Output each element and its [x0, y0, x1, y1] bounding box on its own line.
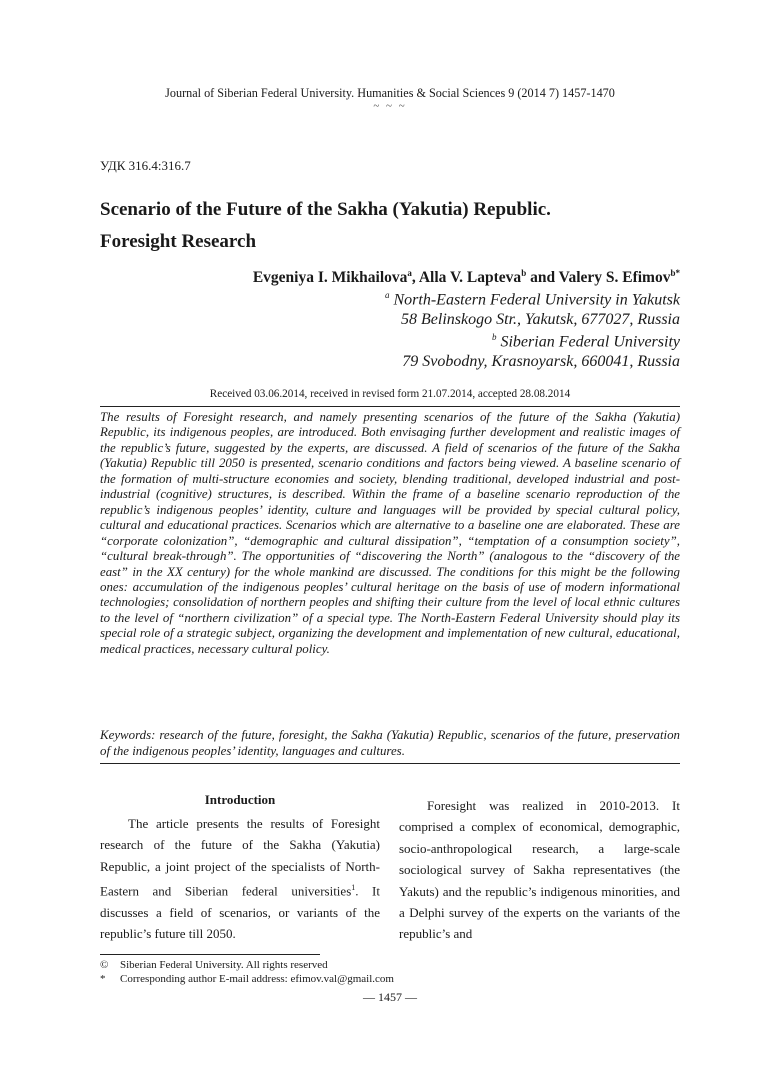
author-name: Evgeniya I. Mikhailova	[252, 269, 408, 287]
title-line-1: Scenario of the Future of the Sakha (Yakutia) Republic.	[100, 199, 551, 220]
author-name: Valery S. Efimov	[558, 269, 671, 287]
page-number: — 1457 —	[363, 990, 417, 1004]
footnote-corresponding	[100, 972, 394, 986]
author-sup: b*	[670, 268, 680, 278]
left-column	[100, 790, 380, 945]
intro-paragraph	[100, 813, 380, 945]
footnote-text: Siberian Federal University. All rights reserved	[120, 959, 328, 971]
intro-paragraph-text-end: . It discusses a field of scenarios, or variants of the republic’s future till 2050.	[100, 883, 380, 942]
affiliation-text: 58 Belinskogo Str., Yakutsk, 677027, Russia	[401, 311, 680, 328]
footnote-copyright	[100, 958, 328, 972]
affiliation-text: Siberian Federal University	[500, 333, 680, 351]
affiliation-sup: a	[385, 290, 390, 300]
author-separator: and	[526, 269, 559, 287]
keywords-text: Keywords: research of the future, foresight, the Sakha (Yakutia) Republic, scenarios of the future, preservation of the indigenous peoples’ identity, languages and cultures.	[100, 728, 680, 758]
footnote-mark: ©	[100, 959, 109, 971]
affiliation-sup: b	[491, 332, 497, 342]
affiliation-line	[385, 290, 680, 309]
footnote-mark: *	[100, 973, 106, 985]
title-line-2: Foresight Research	[100, 231, 257, 252]
affiliation-text: 79 Svobodny, Krasnoyarsk, 660041, Russia	[402, 353, 680, 370]
affiliation-text: North-Eastern Federal University in Yakutsk	[393, 291, 680, 309]
abstract-top-rule	[100, 406, 680, 407]
right-column	[399, 795, 680, 945]
author-sup: b	[521, 268, 527, 278]
author-list	[253, 268, 680, 287]
journal-header: Journal of Siberian Federal University. Humanities & Social Sciences 9 (2014 7) 1457-1470	[165, 86, 615, 100]
section-heading: Introduction	[204, 792, 276, 807]
footnote-text: Corresponding author E-mail address: efimov.val@gmail.com	[120, 973, 394, 985]
received-dates: Received 03.06.2014, received in revised form 21.07.2014, accepted 28.08.2014	[209, 388, 571, 400]
header-ornament: ~ ~ ~	[373, 100, 407, 112]
article-title	[100, 194, 700, 258]
affiliation-line	[402, 353, 680, 371]
affiliation-line	[401, 311, 680, 329]
author-name: Alla V. Lapteva	[418, 269, 522, 287]
affiliation-line	[492, 332, 680, 351]
author-separator: ,	[411, 269, 419, 287]
author-sup: a	[407, 268, 412, 278]
abstract-text: The results of Foresight research, and namely presenting scenarios of the future of the Sakha (Yakutia) Republic, its indigenous peoples, are introduced. Both envisaging further development and realistic images of the republic’s future, suggested by the experts, are discussed. A field of scenarios of the future of the Sakha (Yakutia) Republic till 2050 is presented, scenario conditions and factors being viewed. A baseline scenario of the formation of multi-structure economies and society, blending traditional, developed industrial and post-industrial (cognitive) structures, is described. Within the frame of a baseline scenario reproduction of the republic’s indigenous peoples’ identity, culture and languages will be provided by special cultural policy, cultural and educational practices. Scenarios which are alternative to a baseline one are elaborated. These are “corporate colonization”, “demographic and cultural dissipation”, “temptation of a consumption society”, “cultural break-through”. The opportunities of “discovering the North” (analogous to the “discovery of the east” in the XX century) for the whole mankind are discussed. The conditions for this might be the following ones: accumulation of the indigenous peoples’ cultural heritage on the basis of use of modern informational technologies; consolidation of northern peoples and shifting their culture from the level of local ethnic cultures to the level of “northern civilization” of a special type. The North-Eastern Federal University should play its special role of a strategic subject, organizing the development and implementation of new cultural, educational, medical practices, necessary cultural policy.	[100, 410, 680, 656]
udk-code: УДК 316.4:316.7	[100, 158, 191, 173]
intro-paragraph-text: The article presents the results of Foresight research of the future of the Sakha (Yakutia) Republic, a joint project of the specialists of North-Eastern and Siberian federal universities	[100, 816, 380, 899]
foresight-paragraph: Foresight was realized in 2010-2013. It comprised a complex of economical, demographic, socio-anthropological research, a large-scale sociological survey of Sakha representatives (the Yakuts) and the republic’s indigenous minorities, and a Delphi survey of the experts on the variants of the republic’s and	[399, 798, 680, 942]
footnote-rule	[100, 954, 320, 955]
footnote-ref[interactable]: 1	[351, 883, 356, 893]
abstract-bottom-rule	[100, 763, 680, 764]
